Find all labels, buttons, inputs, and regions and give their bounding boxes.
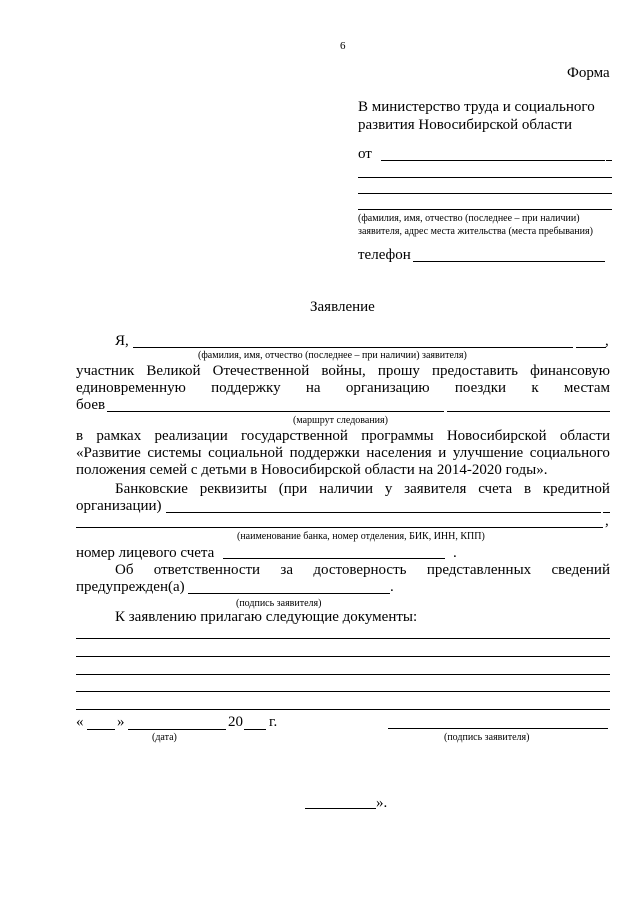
closing-line — [305, 808, 376, 809]
account-field[interactable] — [223, 558, 445, 559]
signature-period: . — [390, 579, 394, 595]
addressee-line-2: развития Новосибирской области — [358, 117, 573, 133]
applicant-name-field-end — [576, 347, 606, 348]
address-field-3[interactable] — [358, 209, 612, 210]
i-label: Я, — [115, 333, 129, 349]
route-caption: (маршрут следования) — [293, 415, 388, 426]
bank-caption: (наименование банка, номер отделения, БИК, ИНН, КПП) — [237, 531, 485, 542]
form-label: Форма — [567, 65, 610, 81]
bank-line-2: организации) — [76, 498, 162, 514]
from-field[interactable] — [381, 160, 605, 161]
account-label: номер лицевого счета — [76, 545, 215, 561]
date-open-quote: « — [76, 714, 84, 730]
page-number: 6 — [340, 40, 346, 52]
document-title: Заявление — [310, 299, 375, 315]
attachment-line-3[interactable] — [76, 674, 610, 675]
account-period: . — [453, 545, 457, 561]
route-field[interactable] — [107, 411, 444, 412]
from-label: от — [358, 146, 372, 162]
para2-line-3: положения семей с детьми в Новосибирской области на 2014-2020 годы». — [76, 462, 548, 478]
year-prefix: 20 — [228, 714, 243, 730]
date-close-quote: » — [117, 714, 125, 730]
responsibility-line-2: предупрежден(а) — [76, 579, 185, 595]
attachment-line-2[interactable] — [76, 656, 610, 657]
attachment-line-5[interactable] — [76, 709, 610, 710]
para1-line-2: единовременную поддержку на организацию поездки к местам — [76, 380, 610, 396]
phone-label: телефон — [358, 247, 411, 263]
month-field[interactable] — [128, 729, 226, 730]
signature-caption-1: (подпись заявителя) — [236, 598, 322, 609]
battles-label: боев — [76, 397, 106, 413]
addressee-line-1: В министерство труда и социального — [358, 99, 595, 115]
address-field-1[interactable] — [358, 177, 612, 178]
from-field-end — [606, 160, 612, 161]
para1-line-1: участник Великой Отечественной войны, прошу предоставить финансовую — [76, 363, 610, 379]
day-field[interactable] — [87, 729, 115, 730]
year-field[interactable] — [244, 729, 266, 730]
addressee-caption-2: заявителя, адрес места жительства (места пребывания) — [358, 226, 593, 237]
applicant-name-field[interactable] — [133, 347, 573, 348]
attachment-line-4[interactable] — [76, 691, 610, 692]
signature-caption-2: (подпись заявителя) — [444, 732, 530, 743]
para2-line-2: «Развитие системы социальной поддержки населения и улучшение социального — [76, 445, 610, 461]
attachments-label: К заявлению прилагаю следующие документы: — [115, 609, 418, 625]
name-comma: , — [605, 333, 609, 349]
phone-field[interactable] — [413, 261, 605, 262]
attachment-line-1[interactable] — [76, 638, 610, 639]
name-caption: (фамилия, имя, отчество (последнее – при наличии) заявителя) — [198, 350, 467, 361]
addressee-caption-1: (фамилия, имя, отчество (последнее – при наличии) — [358, 213, 580, 224]
bank-line-1: Банковские реквизиты (при наличии у заявителя счета в кредитной — [115, 481, 610, 497]
year-suffix: г. — [269, 714, 278, 730]
signature-field-2[interactable] — [388, 728, 608, 729]
route-field-2[interactable] — [447, 411, 610, 412]
date-caption: (дата) — [152, 732, 177, 743]
para2-line-1: в рамках реализации государственной программы Новосибирской области — [76, 428, 610, 444]
responsibility-line-1: Об ответственности за достоверность представленных сведений — [115, 562, 610, 578]
bank-field-2[interactable] — [76, 527, 603, 528]
address-field-2[interactable] — [358, 193, 612, 194]
bank-comma: , — [605, 513, 609, 529]
bank-field-1[interactable] — [166, 512, 601, 513]
signature-field-1[interactable] — [188, 593, 390, 594]
closing-mark: ». — [376, 795, 388, 811]
